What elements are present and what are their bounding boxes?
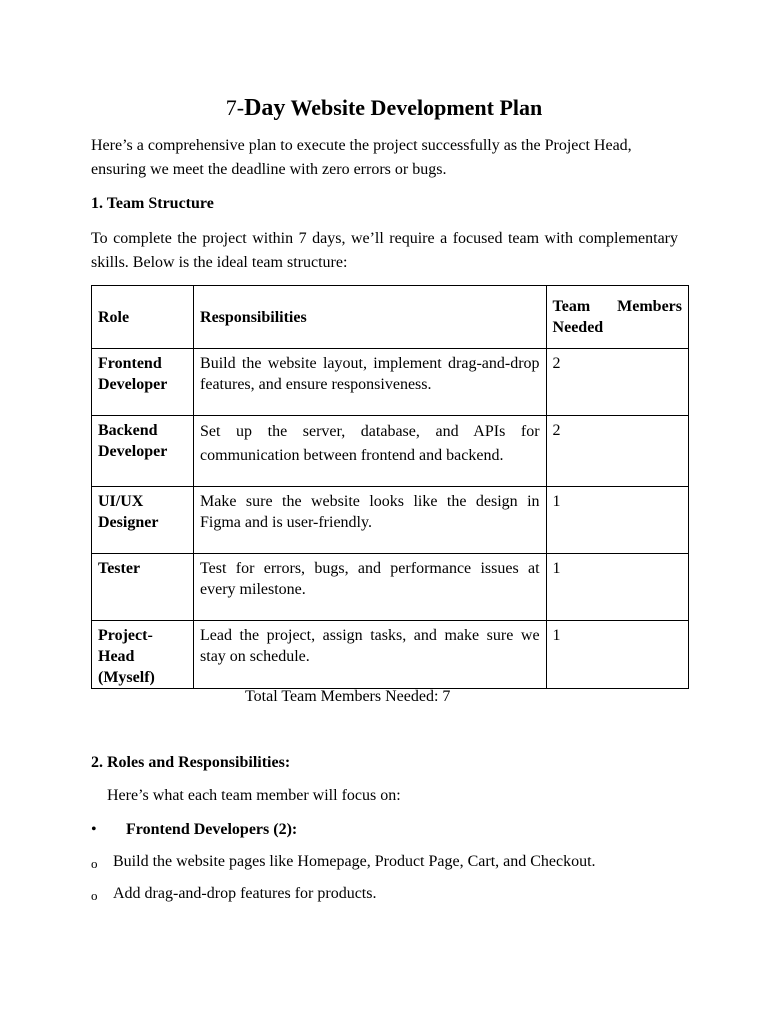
role-cell: Project-Head (Myself) — [92, 621, 194, 689]
circle-bullet-icon: o — [91, 888, 98, 903]
table-row — [92, 349, 689, 416]
title-rest: Website Development Plan — [285, 95, 543, 120]
role-cell: UI/UX Designer — [92, 487, 194, 554]
table-header-row — [92, 286, 689, 349]
title-day: Day — [244, 95, 286, 121]
count-cell: 1 — [546, 554, 688, 621]
section2-intro: Here’s what each team member will focus on: — [107, 787, 401, 804]
header-members-needed: Team Members Needed — [546, 286, 688, 349]
intro-paragraph: Here’s a comprehensive plan to execute the project successfully as the Project Head, ensuring we meet the deadline with zero errors or bugs. — [91, 137, 632, 178]
header-role: Role — [92, 286, 194, 349]
responsibilities-cell: Test for errors, bugs, and performance issues at every milestone. — [194, 554, 547, 621]
table-row — [92, 487, 689, 554]
role-cell: Tester — [92, 554, 194, 621]
count-cell: 1 — [546, 487, 688, 554]
table-row — [92, 416, 689, 487]
bullet-icon: • — [91, 821, 97, 838]
team-structure-table — [91, 285, 689, 689]
circle-bullet-icon: o — [91, 856, 98, 871]
table-row — [92, 554, 689, 621]
title-prefix: 7- — [225, 95, 245, 120]
header-responsibilities: Responsibilities — [194, 286, 547, 349]
table-row — [92, 621, 689, 689]
sub-bullet-text: Add drag-and-drop features for products. — [113, 885, 377, 902]
count-cell: 1 — [546, 621, 688, 689]
count-cell: 2 — [546, 416, 688, 487]
role-cell: Frontend Developer — [92, 349, 194, 416]
responsibilities-cell: Make sure the website looks like the design in Figma and is user-friendly. — [194, 487, 547, 554]
responsibilities-cell: Set up the server, database, and APIs for communication between frontend and backend. — [194, 416, 547, 487]
responsibilities-cell: Build the website layout, implement drag-and-drop features, and ensure responsiveness. — [194, 349, 547, 416]
responsibilities-cell: Lead the project, assign tasks, and make sure we stay on schedule. — [194, 621, 547, 689]
total-members: Total Team Members Needed: 7 — [245, 688, 451, 705]
section2-heading: 2. Roles and Responsibilities: — [91, 754, 291, 771]
count-cell: 2 — [546, 349, 688, 416]
section1-paragraph: To complete the project within 7 days, we’ll require a focused team with complementary skills. Below is the ideal team structure: — [91, 230, 678, 271]
document-title — [0, 95, 768, 122]
bullet-text: Frontend Developers (2): — [126, 821, 298, 838]
role-cell: Backend Developer — [92, 416, 194, 487]
sub-bullet-text: Build the website pages like Homepage, Product Page, Cart, and Checkout. — [113, 853, 596, 870]
section1-heading: 1. Team Structure — [91, 195, 214, 212]
